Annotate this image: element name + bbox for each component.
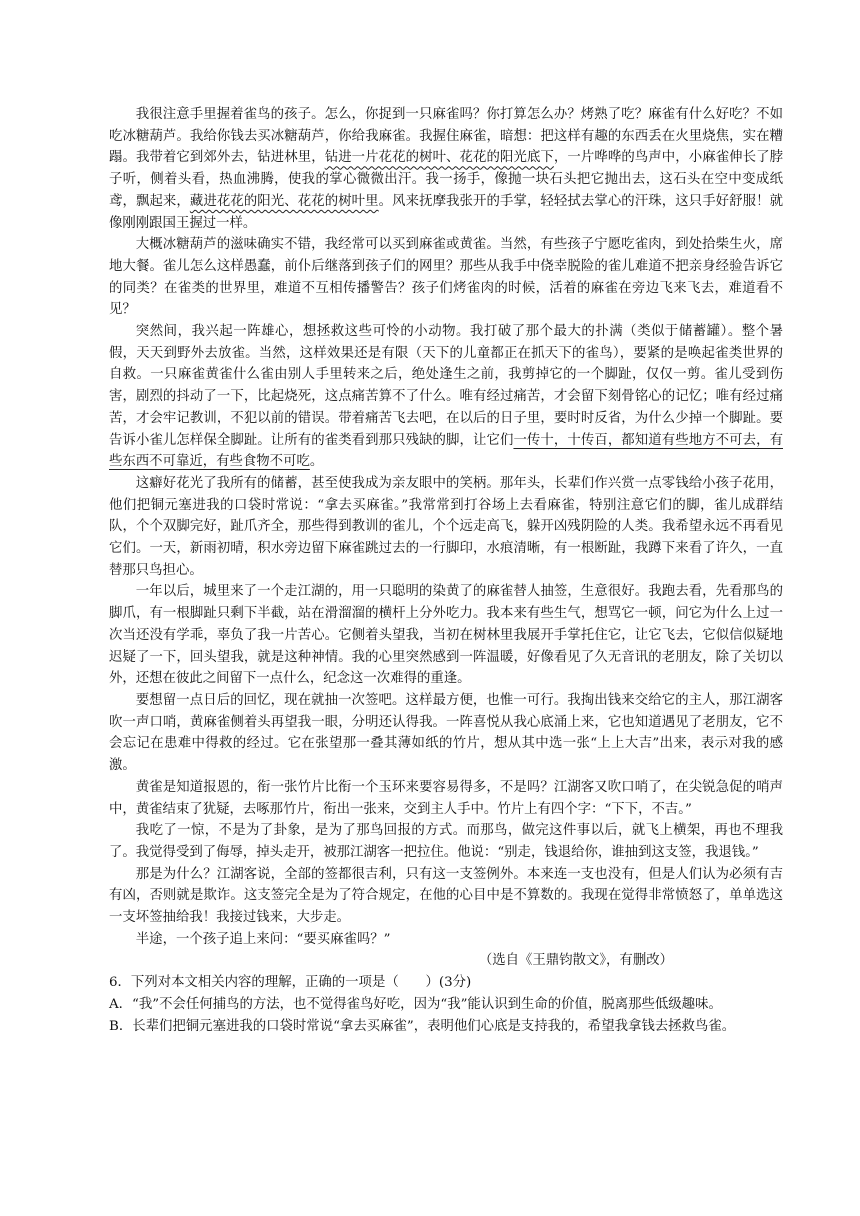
text-run: 这癖好花光了我所有的储蓄，甚至使我成为亲友眼中的笑柄。那年头，长辈们作兴赏一点零钱给小孩子花用，他们把铜元塞进我的口袋时常说：“拿去买麻雀。”我常常到打谷场上去看麻雀，特别注意它们的脚，雀儿成群结队，个个双脚完好，趾爪齐全，那些得到教训的雀儿，个个远走高飞，躲开凶残阴险的人类。我希望永远不再看见它们。一天，新雨初晴，积水旁边留下麻雀跳过去的一行脚印，水痕清晰，有一根断趾，我蹲下来看了许久，一直替那只鸟担心。 [109, 475, 783, 578]
question-stem: 6．下列对本文相关内容的理解，正确的一项是（ ）(3分) [109, 975, 472, 991]
text-run: 我很注意手里握着雀鸟的孩子。怎么，你捉到一只麻雀吗？你打算怎么办？烤熟了吃？麻雀有什么好吃？不如吃冰糖葫芦。我给你钱去买冰糖葫芦，你给我麻雀。我握住麻雀，暗想：把这样有趣的东西丢在火里烧焦，实在糟蹋。我带着它到郊外去，钻进林里， [109, 107, 783, 166]
text-run: 突然间，我兴起一阵雄心，想拯救这些可怜的小动物。我打破了那个最大的扑满（类似于储蓄罐）。整个暑假，天天到野外去放雀。当然，这样效果还是有限（天下的儿童都正在抓天下的雀鸟），要紧的是唤起雀类世界的自救。一只麻雀黄雀什么雀由别人手里转来之后，绝处逢生之前，我剪掉它的一个脚趾，仅仅一剪。雀儿受到伤害，剧烈的抖动了一下，比起烧死，这点痛苦算不了什么。唯有经过痛苦，才会留下刻骨铭心的记忆；唯有经过痛苦，才会牢记教训，不犯以前的错误。带着痛苦飞去吧，在以后的日子里，要时时反省，为什么少掉一个脚趾。要告诉小雀儿怎样保全脚趾。让所有的雀类看到那只残缺的脚，让它们 [109, 324, 783, 448]
text-run: 黄雀是知道报恩的，衔一张竹片比衔一个玉环来要容易得多，不是吗？江湖客又吹口哨了，在尖锐急促的哨声中，黄雀结束了犹疑，去啄那竹片，衔出一张来，交到主人手中。竹片上有四个字：“下下，不吉。” [109, 779, 783, 817]
paragraph [109, 104, 783, 234]
paragraph [109, 581, 783, 690]
text-run: 半途，一个孩子追上来问：“要买麻雀吗？” [135, 931, 391, 947]
paragraph [109, 864, 783, 929]
wavy-underlined-phrase: 藏进花花的阳光、花花的树叶里 [189, 193, 379, 209]
option-a[interactable]: A．“我”不会任何捕鸟的方法，也不觉得雀鸟好吃，因为“我”能认识到生命的价值，脱离那些低级趣味。 [109, 996, 722, 1012]
underlined-phrase: 一传十，十传百，都知道有些地方不可去，有些东西不可靠近，有些食物不可吃 [109, 432, 783, 470]
text-run: 。风来抚摩我张开的手掌，轻轻拭去掌心的汗珠，这只手好舒服！就像刚刚跟国王握过一样。 [109, 193, 784, 231]
text-run: 要想留一点日后的回忆，现在就抽一次签吧。这样最方便，也惟一可行。我掏出钱来交给它的主人，那江湖客吹一声口哨，黄麻雀侧着头再望我一眼，分明还认得我。一阵喜悦从我心底涌上来，它也知道遇见了老朋友，它不会忘记在患难中得救的经过。它在张望那一叠其薄如纸的竹片，想从其中选一张“上上大吉”出来，表示对我的感激。 [109, 692, 783, 774]
source-citation: （选自《王鼎钧散文》，有删改） [478, 953, 673, 969]
paragraph [109, 690, 783, 777]
wavy-underlined-phrase: 钻进一片花花的树叶、花花的阳光底下 [324, 150, 554, 166]
article-body [109, 104, 783, 1037]
text-run: 那是为什么？江湖客说，全部的签都很吉利，只有这一支签例外。本来连一支也没有，但是人们认为必须有吉有凶，否则就是欺诈。这支签完全是为了符合规定，在他的心目中是不算数的。我现在觉得非常愤怒了，单单选这一支坏签抽给我！我接过钱来，大步走。 [109, 866, 783, 926]
article-paragraphs [109, 104, 783, 950]
paragraph [109, 234, 783, 321]
paragraph [109, 820, 783, 863]
paragraph [109, 929, 783, 951]
text-run: 大概冰糖葫芦的滋味确实不错，我经常可以买到麻雀或黄雀。当然，有些孩子宁愿吃雀肉，到处拾柴生火，席地大餐。雀儿怎么这样愚蠢，前仆后继落到孩子们的网里？那些从我手中侥幸脱险的雀儿难道不把亲身经验告诉它的同类？在雀类的世界里，难道不互相传播警告？孩子们烤雀肉的时候，活着的麻雀在旁边飞来飞去，难道看不见？ [109, 237, 783, 318]
paragraph [109, 777, 783, 820]
paragraph [109, 321, 783, 473]
text-run: ，一片哗哗的鸟声中，小麻雀伸长了脖子听，侧着头看，热血沸腾，使我的掌心微微出汗。我一扬手，像抛一块石头把它抛出去，这石头在空中变成纸鸢，飘起来， [109, 150, 784, 209]
text-run: 。 [309, 454, 324, 470]
text-run: 一年以后，城里来了一个走江湖的，用一只聪明的染黄了的麻雀替人抽签，生意很好。我跑去看，先看那鸟的脚爪，有一根脚趾只剩下半截，站在滑溜溜的横杆上分外吃力。我本来有些生气，想骂它一顿，问它为什么上过一次当还没有学乖，辜负了我一片苦心。它侧着头望我，当初在树林里我展开手掌托住它，让它飞去，它似信似疑地迟疑了一下，回头望我，就是这种神情。我的心里突然感到一阵温暖，好像看见了久无音讯的老朋友，除了关切以外，还想在彼此之间留下一点什么，纪念这一次难得的重逢。 [109, 584, 783, 687]
option-b[interactable]: B．长辈们把铜元塞进我的口袋时常说“拿去买麻雀”，表明他们心底是支持我的，希望我拿钱去拯救鸟雀。 [109, 1018, 736, 1034]
paragraph [109, 473, 783, 582]
text-run: 我吃了一惊，不是为了卦象，是为了那鸟回报的方式。而那鸟，做完这件事以后，就飞上横架，再也不理我了。我觉得受到了侮辱，掉头走开，被那江湖客一把拉住。他说：“别走，钱退给你，谁抽到这支签，我退钱。” [109, 823, 783, 860]
